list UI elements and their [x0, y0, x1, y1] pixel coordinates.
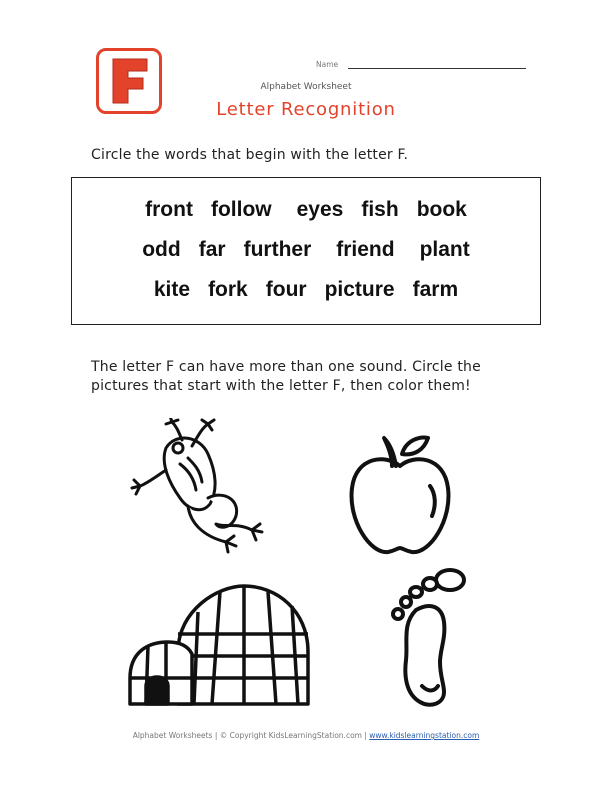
word[interactable]: book — [416, 198, 467, 221]
igloo-icon[interactable] — [128, 582, 312, 708]
word[interactable]: fish — [361, 198, 399, 221]
footer-link[interactable]: www.kidslearningstation.com — [369, 731, 480, 740]
worksheet-title: Letter Recognition — [216, 99, 396, 120]
worksheet-subtitle: Alphabet Worksheet — [260, 82, 352, 92]
apple-icon[interactable] — [344, 432, 456, 560]
word[interactable]: further — [243, 238, 312, 261]
word-row — [72, 238, 540, 262]
word[interactable]: picture — [324, 278, 395, 301]
frog-icon[interactable] — [128, 418, 288, 566]
word[interactable]: front — [145, 198, 193, 221]
word[interactable]: follow — [210, 198, 272, 221]
word[interactable]: far — [198, 238, 226, 261]
word[interactable]: plant — [419, 238, 470, 261]
word[interactable]: kite — [153, 278, 191, 301]
word-row — [72, 198, 540, 222]
word[interactable]: fork — [208, 278, 248, 301]
name-line[interactable] — [348, 68, 526, 69]
word-box — [71, 177, 541, 325]
word[interactable]: eyes — [296, 198, 344, 221]
footer — [0, 731, 612, 740]
word[interactable]: four — [265, 278, 307, 301]
pictures-instruction: The letter F can have more than one sound. Circle the pictures that start with the letter F, then color them! — [91, 359, 481, 394]
name-label: Name — [316, 60, 339, 69]
word[interactable]: friend — [336, 238, 395, 261]
word-row — [72, 278, 540, 302]
footer-text: Alphabet Worksheets | © Copyright KidsLearningStation.com | — [132, 731, 370, 740]
foot-icon[interactable] — [386, 566, 472, 710]
word[interactable]: farm — [412, 278, 459, 301]
name-field[interactable] — [316, 58, 526, 72]
words-instruction: Circle the words that begin with the letter F. — [91, 147, 409, 163]
word[interactable]: odd — [142, 238, 181, 261]
